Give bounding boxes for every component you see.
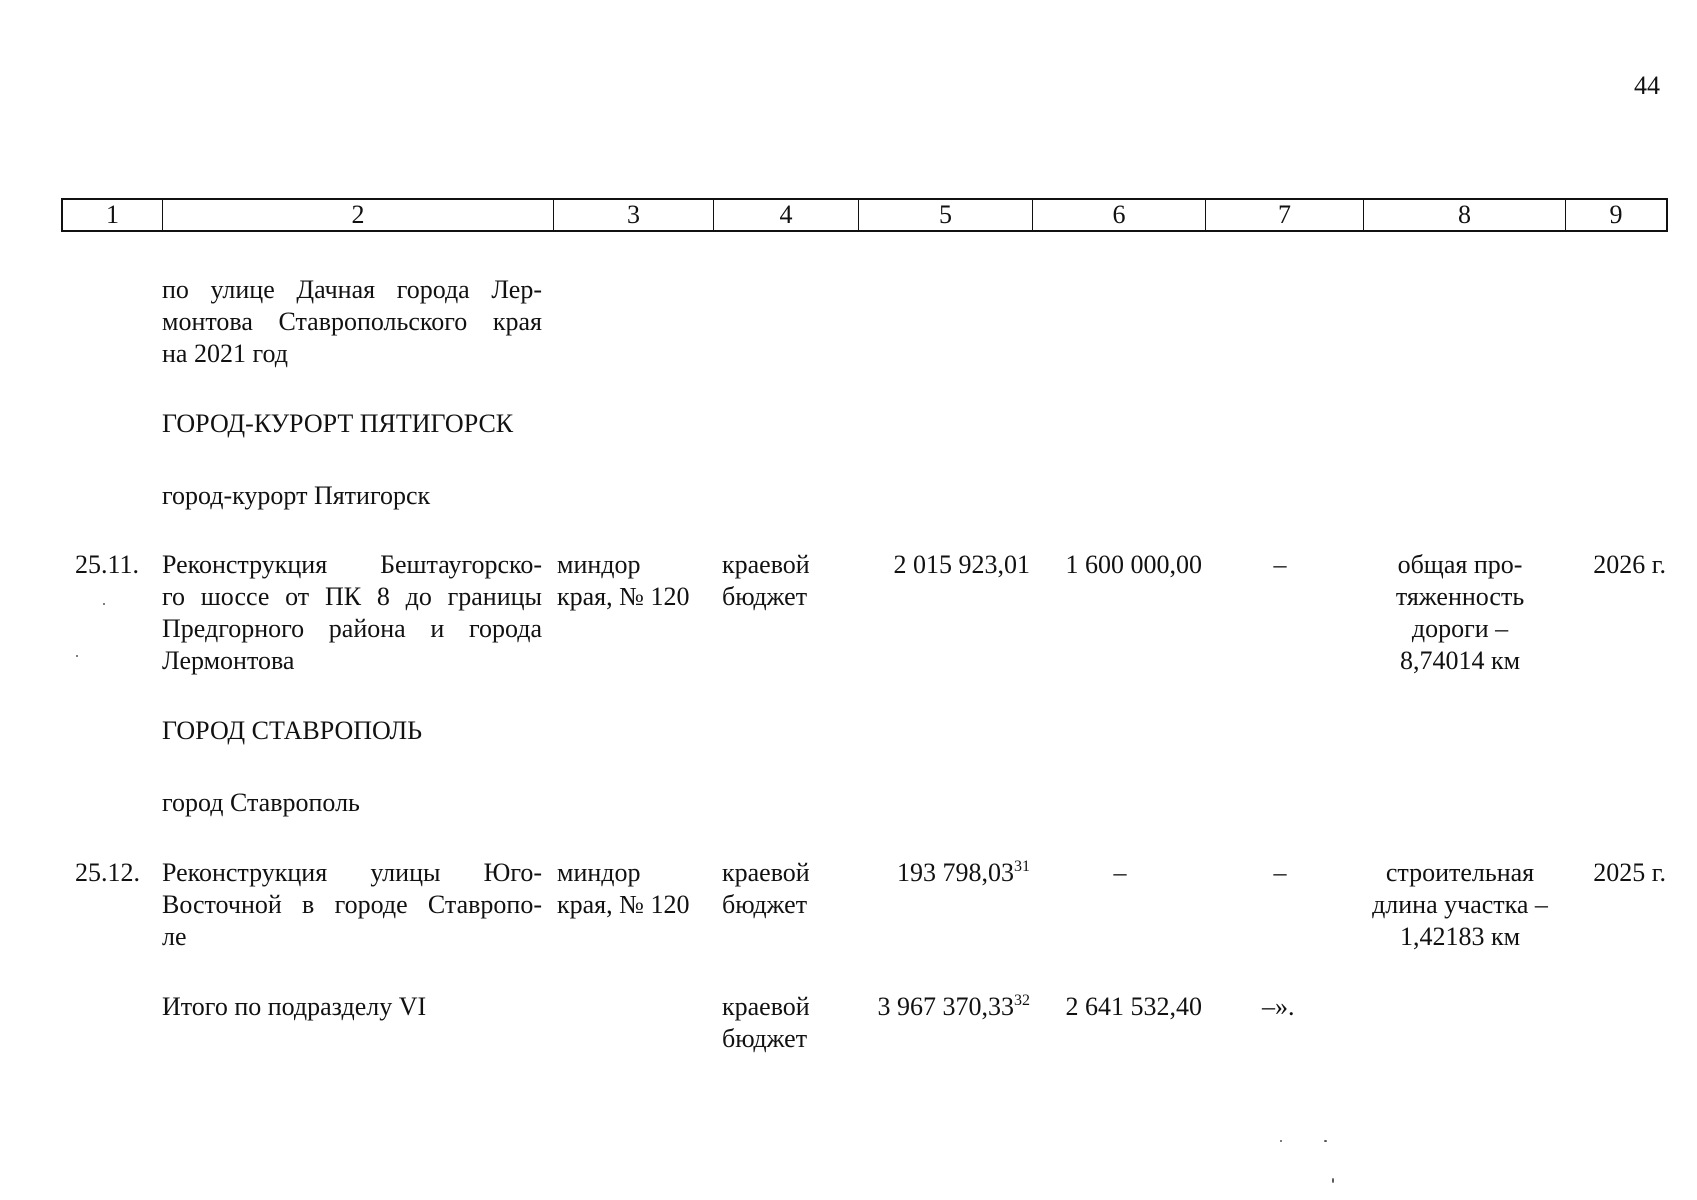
row-characteristic-line: общая про- — [1397, 550, 1523, 579]
row-source-line: краевой — [722, 858, 810, 887]
row-value-5 — [850, 857, 1030, 889]
row-characteristic — [1360, 857, 1560, 953]
row-name-line: Реконструкция улицы Юго- — [162, 858, 542, 887]
section-subheading: город Ставрополь — [162, 788, 360, 817]
section-heading: ГОРОД СТАВРОПОЛЬ — [162, 716, 423, 745]
row-customer-line: края, № 120 — [557, 582, 690, 611]
section-subheading: город-курорт Пятигорск — [162, 481, 431, 510]
row-year: 2026 г. — [1593, 550, 1666, 579]
row-value-7: – — [1273, 858, 1287, 887]
row-value-5-text: 2 015 923,01 — [893, 550, 1030, 579]
row-source-line: бюджет — [722, 890, 808, 919]
row-name-line: Лермонтова — [162, 646, 295, 675]
row-characteristic-line: длина участка – — [1372, 890, 1548, 919]
total-source-line: краевой — [722, 992, 810, 1021]
total-value-7: –». — [1262, 992, 1295, 1021]
row-characteristic-line: строительная — [1385, 858, 1535, 887]
row-customer-line: миндор — [557, 858, 641, 887]
row-characteristic-line: 8,74014 км — [1399, 646, 1521, 675]
row-number: 25.11. — [75, 550, 140, 579]
header-col-9: 9 — [1609, 200, 1623, 229]
total-value-6: 2 641 532,40 — [1065, 992, 1202, 1021]
row-characteristic-line: дороги – — [1411, 614, 1509, 643]
row-customer — [557, 549, 717, 613]
scan-speck — [103, 603, 105, 605]
row-value-7: – — [1273, 550, 1287, 579]
scan-speck — [1332, 1178, 1334, 1183]
row-name-line: ле — [162, 922, 187, 951]
row-source — [722, 549, 832, 613]
header-col-4: 4 — [714, 200, 859, 230]
footnote-ref: 31 — [1014, 858, 1030, 875]
row-name-line: Восточной в городе Ставропо- — [162, 890, 542, 919]
continuation-line: на 2021 год — [162, 339, 288, 368]
row-value-6: 1 600 000,00 — [1065, 550, 1202, 579]
row-name — [162, 857, 542, 953]
row-characteristic — [1360, 549, 1560, 677]
scan-speck — [1280, 1140, 1282, 1142]
continuation-line: по улице Дачная города Лер- — [162, 275, 542, 304]
total-label: Итого по подразделу VI — [162, 992, 427, 1021]
header-col-2: 2 — [163, 200, 554, 230]
row-year: 2025 г. — [1593, 858, 1666, 887]
row-number: 25.12. — [75, 858, 140, 887]
page-number: 44 — [1634, 71, 1660, 100]
continuation-text — [162, 274, 542, 370]
header-col-3: 3 — [554, 200, 714, 230]
header-col-5: 5 — [859, 200, 1033, 230]
row-source-line: бюджет — [722, 582, 808, 611]
table-header — [61, 198, 1668, 232]
row-source — [722, 857, 832, 921]
row-source-line: краевой — [722, 550, 810, 579]
continuation-line: монтова Ставропольского края — [162, 307, 542, 336]
total-value-5-text: 3 967 370,33 — [877, 992, 1014, 1021]
row-value-5 — [850, 549, 1030, 581]
row-name-line: Реконструкция Бештаугорско- — [162, 550, 542, 579]
header-col-1: 1 — [63, 200, 163, 230]
row-name-line: го шоссе от ПК 8 до границы — [162, 582, 542, 611]
row-customer-line: края, № 120 — [557, 890, 690, 919]
total-source — [722, 991, 832, 1055]
row-customer-line: миндор — [557, 550, 641, 579]
row-customer — [557, 857, 717, 921]
footnote-ref: 32 — [1014, 992, 1030, 1009]
row-value-5-text: 193 798,03 — [897, 858, 1014, 887]
header-col-7: 7 — [1206, 200, 1364, 230]
header-col-8: 8 — [1364, 200, 1566, 230]
section-heading: ГОРОД-КУРОРТ ПЯТИГОРСК — [162, 409, 514, 438]
scan-speck — [76, 655, 78, 657]
total-value-5 — [850, 991, 1030, 1023]
scan-speck — [1324, 1140, 1327, 1142]
row-value-6: – — [1113, 858, 1127, 887]
row-name — [162, 549, 542, 677]
row-characteristic-line: 1,42183 км — [1399, 922, 1521, 951]
header-col-6: 6 — [1033, 200, 1206, 230]
row-characteristic-line: тяженность — [1395, 582, 1525, 611]
total-source-line: бюджет — [722, 1024, 808, 1053]
row-name-line: Предгорного района и города — [162, 614, 542, 643]
